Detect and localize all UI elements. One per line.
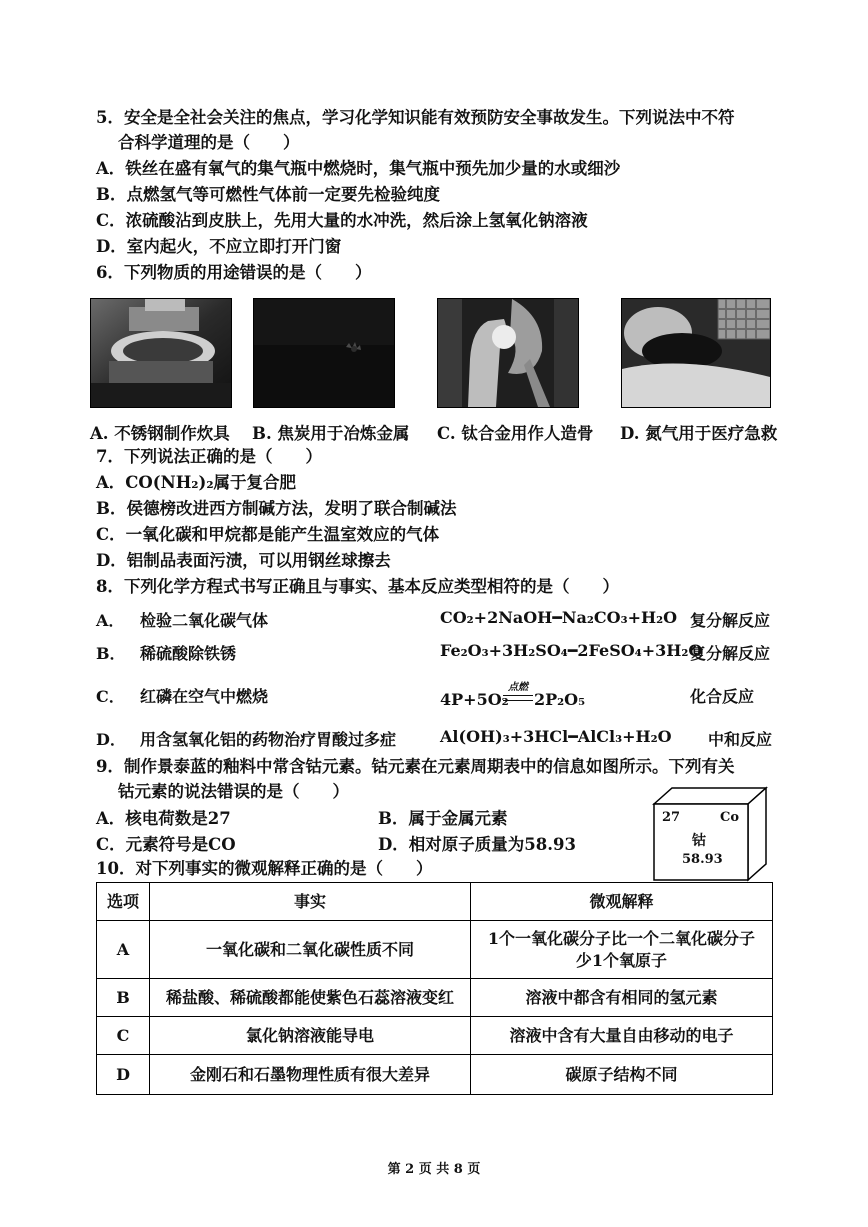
element-symbol: Co (720, 810, 740, 825)
q8-row-b-label: B． (96, 644, 126, 663)
q10-row-a (97, 921, 773, 979)
q8-row-c-eq-right: 2P₂O₅ (534, 690, 586, 709)
q8-row-a (0, 608, 868, 630)
q7-option-d: D．铝制品表面污渍，可以用钢丝球擦去 (96, 551, 391, 570)
q8-row-a-fact: 检验二氧化碳气体 (140, 611, 269, 630)
element-number: 27 (662, 810, 681, 825)
q8-row-a-label: A． (96, 611, 125, 630)
q8-row-b-fact: 稀硫酸除铁锈 (140, 644, 237, 663)
element-mass: 58.93 (682, 852, 723, 867)
q8-row-c-eq-sign (503, 695, 533, 701)
q7-option-c: C．一氧化碳和甲烷都是能产生温室效应的气体 (96, 525, 440, 544)
q7-stem: 7．下列说法正确的是（ ） (96, 447, 322, 466)
q10-header-explanation: 微观解释 (471, 883, 773, 921)
q8-row-b-equation: Fe₂O₃+3H₂SO₄━2FeSO₄+3H₂O (440, 641, 703, 660)
q8-row-d (0, 727, 868, 749)
q8-row-c-fact: 红磷在空气中燃烧 (140, 687, 269, 706)
q8-row-c-eq-left: 4P+5O₂ (440, 690, 509, 709)
q10-row-d (97, 1055, 773, 1095)
element-name: 钴 (692, 833, 706, 849)
q10-table (96, 882, 773, 1095)
page-footer: 第 2 页 共 8 页 (387, 1162, 481, 1177)
q8-row-c-eq-condition: 点燃 (508, 682, 528, 693)
q8-row-d-equation: Al(OH)₃+3HCl━AlCl₃+H₂O (440, 727, 672, 746)
q10-row-b (97, 979, 773, 1017)
q8-row-b-type: 复分解反应 (690, 644, 771, 663)
q10-row-c-option: C (97, 1017, 150, 1055)
q6-caption-a: A. 不锈钢制作炊具 (90, 424, 230, 443)
photo-stainless-cookware (90, 298, 232, 408)
photo-oxygen-medical (621, 298, 771, 408)
q9-option-c: C．元素符号是CO (96, 835, 236, 854)
q6-caption-b: B. 焦炭用于冶炼金属 (252, 424, 410, 443)
q10-row-b-option: B (97, 979, 150, 1017)
q7-option-b: B．侯德榜改进西方制碱方法，发明了联合制碱法 (96, 499, 457, 518)
q8-row-d-label: D． (96, 730, 126, 749)
q9-option-b: B．属于金属元素 (378, 809, 508, 828)
q8-row-d-type: 中和反应 (708, 730, 773, 749)
q9-option-d: D．相对原子质量为58.93 (378, 835, 576, 854)
photo-titanium-bone (437, 298, 579, 408)
q8-row-c (0, 684, 868, 710)
element-card-frame (652, 786, 768, 882)
q9-stem-line1: 9．制作景泰蓝的釉料中常含钴元素。钴元素在元素周期表中的信息如图所示。下列有关 (96, 757, 735, 776)
q8-row-a-type: 复分解反应 (690, 611, 771, 630)
q8-row-d-fact: 用含氢氧化铝的药物治疗胃酸过多症 (140, 730, 397, 749)
q5-option-b: B．点燃氢气等可燃性气体前一定要先检验纯度 (96, 185, 440, 204)
q6-caption-c: C. 钛合金用作人造骨 (437, 424, 594, 443)
q7-option-a: A．CO(NH₂)₂属于复合肥 (96, 473, 297, 492)
q6-stem: 6．下列物质的用途错误的是（ ） (96, 263, 372, 282)
q8-stem: 8．下列化学方程式书写正确且与事实、基本反应类型相符的是（ ） (96, 577, 619, 596)
q10-stem: 10．对下列事实的微观解释正确的是（ ） (96, 859, 433, 878)
q5-stem-line1: 5．安全是全社会关注的焦点，学习化学知识能有效预防安全事故发生。下列说法中不符 (96, 108, 735, 127)
q10-table-header (97, 883, 773, 921)
cobalt-element-card (652, 786, 768, 882)
q10-row-a-fact: 一氧化碳和二氧化碳性质不同 (150, 921, 471, 979)
q5-stem-line2: 合科学道理的是（ ） (118, 133, 300, 152)
q5-option-d: D．室内起火，不应立即打开门窗 (96, 237, 342, 256)
q8-row-a-equation: CO₂+2NaOH━Na₂CO₃+H₂O (440, 608, 678, 627)
q10-row-a-expl-line2: 少1个氧原子 (575, 950, 668, 970)
q9-stem-line2: 钴元素的说法错误的是（ ） (118, 782, 349, 801)
q10-row-a-explanation (471, 921, 773, 979)
q10-row-b-explanation: 溶液中都含有相同的氢元素 (471, 979, 773, 1017)
q9-option-a: A．核电荷数是27 (96, 809, 231, 828)
q10-row-c (97, 1017, 773, 1055)
q10-row-b-fact: 稀盐酸、稀硫酸都能使紫色石蕊溶液变红 (150, 979, 471, 1017)
q10-header-option: 选项 (97, 883, 150, 921)
q10-row-d-explanation: 碳原子结构不同 (471, 1055, 773, 1095)
photo-coke-smelting (253, 298, 395, 408)
q10-row-d-option: D (97, 1055, 150, 1095)
q5-option-a: A．铁丝在盛有氧气的集气瓶中燃烧时，集气瓶中预先加少量的水或细沙 (96, 159, 621, 178)
q10-header-fact: 事实 (150, 883, 471, 921)
q8-row-b (0, 641, 868, 663)
q8-row-c-label: C． (96, 687, 125, 706)
q6-caption-d: D. 氮气用于医疗急救 (620, 424, 778, 443)
q10-row-c-fact: 氯化钠溶液能导电 (150, 1017, 471, 1055)
q10-row-c-explanation: 溶液中含有大量自由移动的电子 (471, 1017, 773, 1055)
q10-row-a-option: A (97, 921, 150, 979)
q10-row-d-fact: 金刚石和石墨物理性质有很大差异 (150, 1055, 471, 1095)
q10-row-a-expl-line1: 1个一氧化碳分子比一个二氧化碳分子 (487, 928, 756, 948)
q5-option-c: C．浓硫酸沾到皮肤上，先用大量的水冲洗，然后涂上氢氧化钠溶液 (96, 211, 588, 230)
q8-row-c-type: 化合反应 (690, 687, 755, 706)
